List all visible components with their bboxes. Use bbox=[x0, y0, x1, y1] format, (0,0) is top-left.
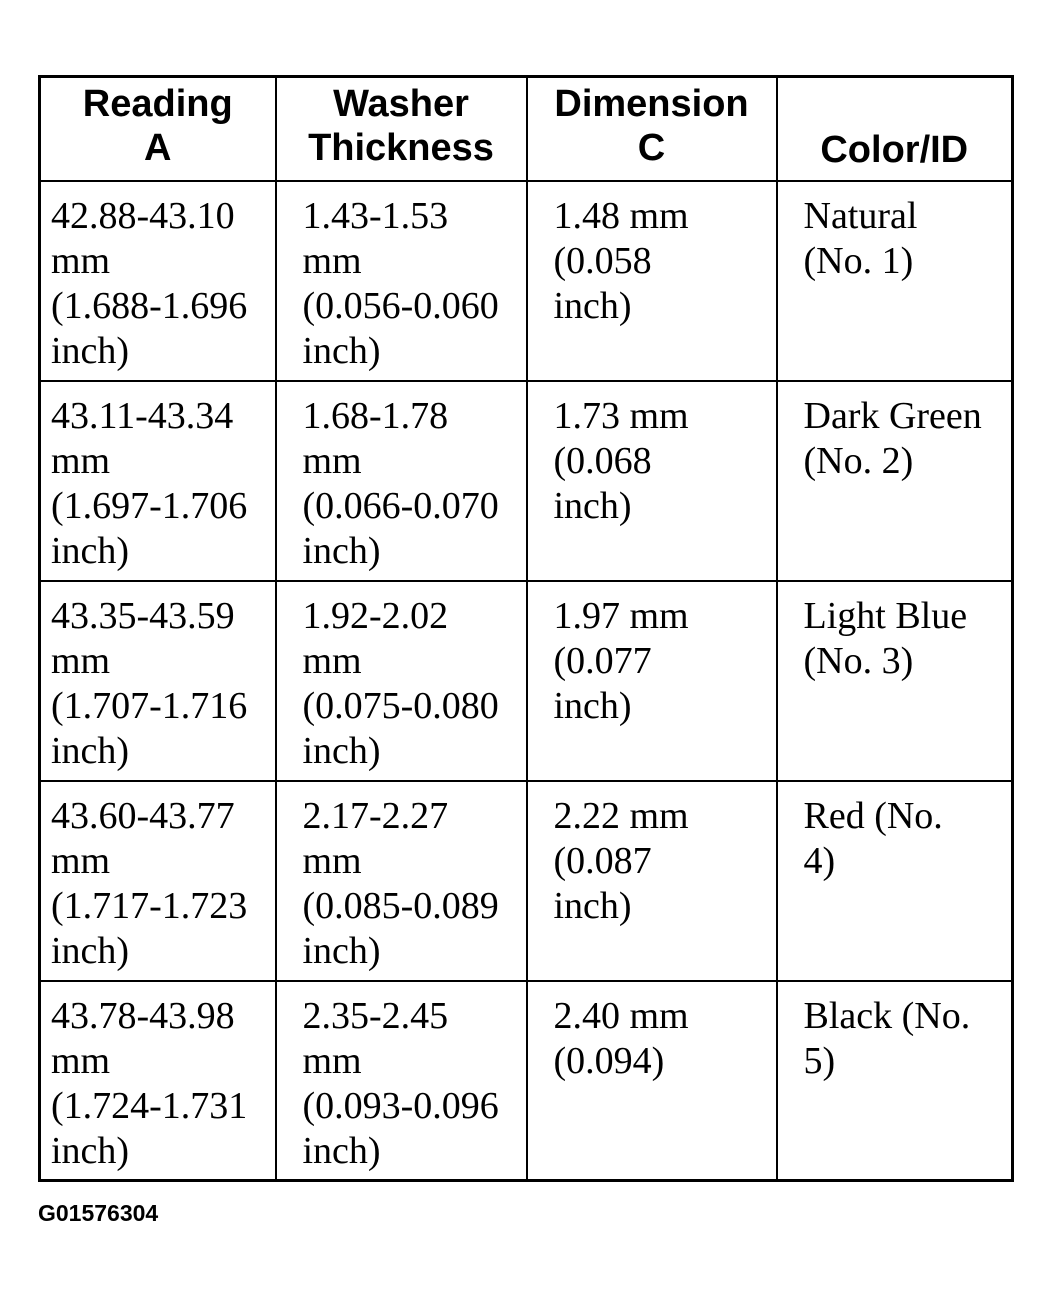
cell-dimension-c: 2.22 mm (0.087 inch) bbox=[527, 781, 777, 981]
figure-id: G01576304 bbox=[38, 1200, 159, 1226]
cell-washer-thickness: 1.43-1.53 mm (0.056-0.060 inch) bbox=[276, 181, 527, 381]
cell-washer-thickness: 2.17-2.27 mm (0.085-0.089 inch) bbox=[276, 781, 527, 981]
cell-reading-a: 42.88-43.10 mm (1.688-1.696 inch) bbox=[40, 181, 276, 381]
cell-color-id: Red (No. 4) bbox=[777, 781, 1013, 981]
cell-reading-a: 43.60-43.77 mm (1.717-1.723 inch) bbox=[40, 781, 276, 981]
header-color-id: Color/ID bbox=[777, 77, 1013, 181]
table-row bbox=[40, 181, 1013, 381]
cell-color-id: Dark Green (No. 2) bbox=[777, 381, 1013, 581]
header-dimension-c: Dimension C bbox=[527, 77, 777, 181]
cell-dimension-c: 1.97 mm (0.077 inch) bbox=[527, 581, 777, 781]
cell-dimension-c: 1.48 mm (0.058 inch) bbox=[527, 181, 777, 381]
table-row bbox=[40, 981, 1013, 1181]
cell-reading-a: 43.35-43.59 mm (1.707-1.716 inch) bbox=[40, 581, 276, 781]
header-row bbox=[40, 77, 1013, 181]
cell-color-id: Black (No. 5) bbox=[777, 981, 1013, 1181]
cell-washer-thickness: 1.92-2.02 mm (0.075-0.080 inch) bbox=[276, 581, 527, 781]
cell-color-id: Light Blue (No. 3) bbox=[777, 581, 1013, 781]
table-row bbox=[40, 581, 1013, 781]
table-row bbox=[40, 381, 1013, 581]
cell-color-id: Natural (No. 1) bbox=[777, 181, 1013, 381]
cell-reading-a: 43.78-43.98 mm (1.724-1.731 inch) bbox=[40, 981, 276, 1181]
cell-dimension-c: 2.40 mm (0.094) bbox=[527, 981, 777, 1181]
header-washer-thickness: Washer Thickness bbox=[276, 77, 527, 181]
cell-washer-thickness: 1.68-1.78 mm (0.066-0.070 inch) bbox=[276, 381, 527, 581]
cell-washer-thickness: 2.35-2.45 mm (0.093-0.096 inch) bbox=[276, 981, 527, 1181]
washer-spec-table bbox=[38, 75, 1014, 1182]
header-reading-a: Reading A bbox=[40, 77, 276, 181]
table-row bbox=[40, 781, 1013, 981]
cell-dimension-c: 1.73 mm (0.068 inch) bbox=[527, 381, 777, 581]
cell-reading-a: 43.11-43.34 mm (1.697-1.706 inch) bbox=[40, 381, 276, 581]
